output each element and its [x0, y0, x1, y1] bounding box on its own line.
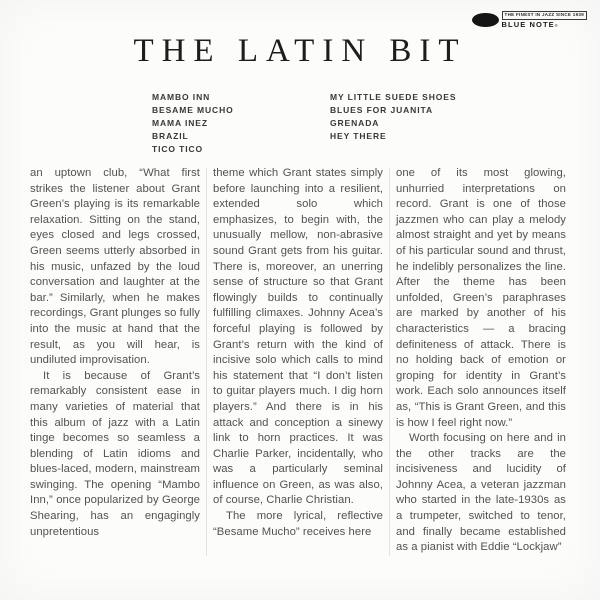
track-grenada: GRENADA: [330, 117, 380, 128]
track-mambo-inn: MAMBO INN: [152, 92, 211, 102]
liner-notes: [30, 166, 566, 556]
album-title: THE LATIN BIT: [133, 33, 467, 69]
track-brazil: BRAZIL: [152, 130, 189, 141]
blue-note-oval-icon: [472, 13, 499, 27]
track-besame-mucho: BESAME MUCHO: [152, 104, 234, 115]
blue-note-logo: [472, 11, 587, 28]
track-blues-for-juanita: BLUES FOR JUANITA: [330, 104, 433, 115]
liner-paragraph: Worth focusing on here and in the other tracks are the incisiveness and lucidity of Johnny Acea, a veteran jazzman who started in the late-1930s as a trumpeter, switched to tenor, and finally became established as a pianist with Eddie “Lockjaw”: [396, 432, 566, 554]
blue-note-logo-text: [502, 11, 587, 28]
tracklist-right: [330, 91, 456, 143]
liner-paragraph: The more lyrical, reflective “Besame Mucho” receives here: [213, 510, 383, 538]
liner-paragraph: an uptown club, “What first strikes the listener about Grant Green’s playing is its remarkable relaxation. Sitting on the stand, eyes closed and legs crossed, Green seems utterly absorbed in his music, unfazed by the loud conversation and laughter at the bar.” Similarly, when he makes recordings, Grant plunges so fully into the music at hand that the result, as you will hear, is undiluted improvisation.: [30, 167, 200, 367]
liner-paragraph: theme which Grant states simply before launching into a resilient, extended solo which emphasizes, to begin with, the unusually mellow, non-abrasive sound Grant gets from his guitar. There is, moreover, an unerring sense of structure so that Grant flowingly builds to continually fulfilling climaxes. Johnny Acea’s forceful playing is followed by Grant’s return with the kind of incisive solo which calls to mind his statement that “I don’t listen to guitar players much. I dig horn players.” And there is in his attack and conception a sinewy link to horn practices. It was Charlie Parker, incidentally, who was a particularly seminal influence on Green, as was also, of course, Charlie Christian.: [213, 167, 383, 507]
logo-tagline: THE FINEST IN JAZZ SINCE 1939: [502, 11, 587, 20]
logo-brandline: [502, 21, 558, 29]
tracklist-left: [152, 91, 234, 156]
liner-notes-column-3: [396, 166, 566, 556]
liner-paragraph: one of its most glowing, unhurried interpretations on record. Grant is one of those jazzmen who can play a melody almost straight and yet by means of his particular sound and thrust, he indelibly personalizes the line. After the theme has been unfolded, Green’s paraphrases are marked by another of his characteristics — a bracing definiteness of attack. There is no holding back of emotion or groping for identity in Grant’s work. Each solo announces itself as, “This is Grant Green, and this is how I feel right now.”: [396, 167, 566, 429]
liner-paragraph: It is because of Grant’s remarkably consistent ease in many varieties of material that this album of jazz with a Latin tinge becomes so seamless a blending of Latin idioms and blues-laced, modern, mainstream swinging. The opening “Mambo Inn,” once popularized by George Shearing, has an engagingly unpretentious: [30, 369, 200, 538]
column-divider: [389, 168, 390, 556]
track-mama-inez: MAMA INEZ: [152, 117, 208, 128]
column-divider: [206, 168, 207, 556]
liner-notes-column-2: [213, 166, 383, 556]
logo-brand: BLUE NOTE: [501, 19, 555, 29]
registered-mark: ®: [554, 23, 558, 29]
track-hey-there: HEY THERE: [330, 130, 387, 141]
track-tico-tico: TICO TICO: [152, 143, 204, 154]
track-my-little-suede-shoes: MY LITTLE SUEDE SHOES: [330, 92, 457, 102]
liner-notes-column-1: [30, 166, 200, 556]
